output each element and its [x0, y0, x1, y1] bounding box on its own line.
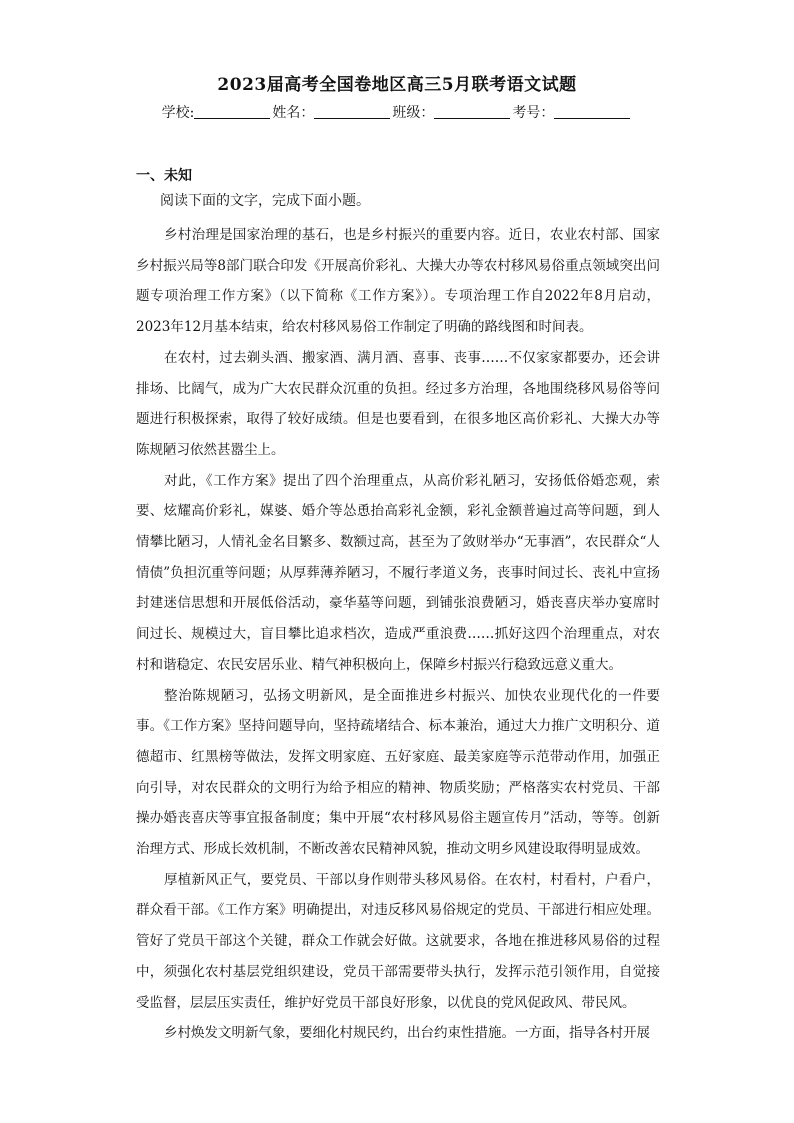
school-blank[interactable]: [194, 104, 270, 119]
school-label: 学校:: [161, 105, 195, 121]
passage-paragraph: 厚植新风正气，要党员、干部以身作则带头移风易俗。在农村，村看村，户看户，群众看干部。《工作方案》明确提出，对违反移风易俗规定的党员、干部进行相应处理。管好了党员干部这个关键，群众工作就会好做。这就要求，各地在推进移风易俗的过程中，须强化农村基层党组织建设，党员干部需要带头执行，发挥示范引领作用，自觉接受监督，层层压实责任，维护好党员干部良好形象，以优良的党风促政风、带民风。: [136, 871, 660, 1011]
exam-no-blank[interactable]: [554, 104, 630, 119]
section-heading: 一、未知: [136, 168, 192, 184]
exam-no-label: 考号：: [512, 105, 555, 121]
passage-paragraph: 在农村，过去剃头酒、搬家酒、满月酒、喜事、丧事……不仅家家都要办，还会讲排场、比阔气，成为广大农民群众沉重的负担。经过多方治理，各地围绕移风易俗等问题进行积极探索，取得了较好成绩。但是也要看到，在很多地区高价彩礼、大操大办等陈规陋习依然甚嚣尘上。: [136, 349, 660, 458]
class-blank[interactable]: [434, 104, 510, 119]
passage-body: [136, 220, 660, 1049]
passage-paragraph: 乡村焕发文明新气象，要细化村规民约，出台约束性措施。一方面，指导各村开展: [164, 1025, 650, 1042]
class-label: 班级：: [392, 105, 435, 121]
passage-paragraph: 乡村治理是国家治理的基石，也是乡村振兴的重要内容。近日，农业农村部、国家乡村振兴局等8部门联合印发《开展高价彩礼、大操大办等农村移风易俗重点领域突出问题专项治理工作方案》（以下简称《工作方案》）。专项治理工作自2022年8月启动，2023年12月基本结束，给农村移风易俗工作制定了明确的路线图和时间表。: [136, 227, 660, 336]
reading-instruction: 阅读下面的文字，完成下面小题。: [160, 193, 370, 209]
student-info-line: [0, 102, 794, 122]
name-label: 姓名：: [272, 105, 315, 121]
passage-paragraph: 整治陈规陋习，弘扬文明新风，是全面推进乡村振兴、加快农业现代化的一件要事。《工作方案》坚持问题导向，坚持疏堵结合、标本兼治，通过大力推广文明积分、道德超市、红黑榜等做法，发挥文明家庭、五好家庭、最美家庭等示范带动作用，加强正向引导，对农民群众的文明行为给予相应的精神、物质奖励；严格落实农村党员、干部操办婚丧喜庆等事宜报备制度；集中开展“农村移风易俗主题宣传月”活动，等等。创新治理方式、形成长效机制，不断改善农民精神风貌，推动文明乡风建设取得明显成效。: [136, 687, 660, 858]
name-blank[interactable]: [314, 104, 390, 119]
passage-paragraph: 对此，《工作方案》提出了四个治理重点，从高价彩礼陋习，安扬低俗婚恋观，索要、炫耀高价彩礼，媒婆、婚介等怂恿抬高彩礼金额，彩礼金额普遍过高等问题，到人情攀比陋习，人情礼金名目繁多、数额过高，甚至为了敛财举办“无事酒”，农民群众“人情债”负担沉重等问题；从厚葬薄养陋习，不履行孝道义务，丧事时间过长、丧礼中宣扬封建迷信思想和开展低俗活动，豪华墓等问题，到铺张浪费陋习，婚丧喜庆举办宴席时间过长、规模过大，盲目攀比追求档次，造成严重浪费……抓好这四个治理重点，对农村和谐稳定、农民安居乐业、精气神积极向上，保障乡村振兴行稳致远意义重大。: [136, 472, 660, 673]
exam-title: 2023届高考全国卷地区高三5月联考语文试题: [217, 75, 577, 95]
